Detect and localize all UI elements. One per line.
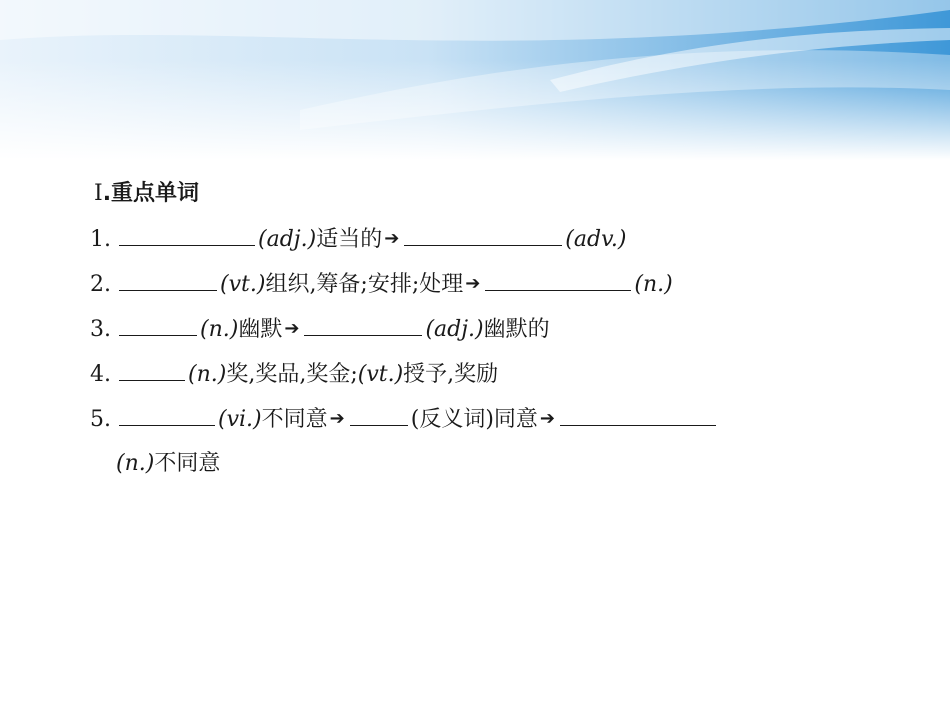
answer-blank[interactable] bbox=[119, 403, 215, 426]
right-arrow-icon: ➔ bbox=[284, 318, 300, 339]
item-number: 1. bbox=[90, 227, 111, 252]
meaning-text: 不同意 bbox=[154, 451, 221, 476]
antonym-label: (反义词) bbox=[410, 407, 494, 432]
meaning-text: 同意 bbox=[493, 407, 538, 432]
part-of-speech: (n.) bbox=[634, 272, 673, 297]
answer-blank[interactable] bbox=[485, 268, 631, 291]
vocab-item-5-continuation bbox=[116, 446, 220, 480]
answer-blank[interactable] bbox=[119, 223, 255, 246]
part-of-speech: (vt.) bbox=[220, 272, 266, 297]
part-of-speech: (vt.) bbox=[357, 362, 404, 387]
answer-blank[interactable] bbox=[304, 313, 422, 336]
answer-blank[interactable] bbox=[119, 313, 197, 336]
meaning-text: 幽默的 bbox=[483, 317, 550, 342]
meaning-text: 适当的 bbox=[316, 227, 383, 252]
answer-blank[interactable] bbox=[560, 403, 716, 426]
vocab-item-5 bbox=[90, 402, 719, 436]
section-title: .重点单词 bbox=[102, 181, 200, 206]
vocab-item-4 bbox=[90, 357, 498, 391]
section-heading bbox=[94, 176, 199, 207]
meaning-text: 不同意 bbox=[261, 407, 328, 432]
item-number: 5. bbox=[90, 407, 111, 432]
item-number: 4. bbox=[90, 362, 111, 387]
vocab-item-2 bbox=[90, 267, 673, 301]
answer-blank[interactable] bbox=[119, 358, 185, 381]
part-of-speech: (adj.) bbox=[425, 317, 484, 342]
vocab-item-3 bbox=[90, 312, 550, 346]
section-numeral: Ⅰ bbox=[94, 181, 103, 206]
item-number: 3. bbox=[90, 317, 111, 342]
meaning-text: 组织,筹备;安排;处理 bbox=[265, 272, 464, 297]
part-of-speech: (adj.) bbox=[258, 227, 317, 252]
vocab-item-1 bbox=[90, 222, 626, 256]
item-number: 2. bbox=[90, 272, 111, 297]
part-of-speech: (n.) bbox=[188, 362, 227, 387]
part-of-speech: (vi.) bbox=[218, 407, 262, 432]
part-of-speech: (n.) bbox=[200, 317, 239, 342]
right-arrow-icon: ➔ bbox=[539, 408, 556, 429]
right-arrow-icon: ➔ bbox=[465, 273, 481, 294]
part-of-speech: (adv.) bbox=[565, 227, 627, 252]
right-arrow-icon: ➔ bbox=[329, 408, 345, 429]
meaning-text: 授予,奖励 bbox=[403, 362, 499, 387]
meaning-text: 幽默 bbox=[238, 317, 283, 342]
answer-blank[interactable] bbox=[350, 403, 408, 426]
part-of-speech: (n.) bbox=[116, 451, 155, 476]
answer-blank[interactable] bbox=[404, 223, 562, 246]
right-arrow-icon: ➔ bbox=[384, 228, 400, 249]
answer-blank[interactable] bbox=[119, 268, 217, 291]
meaning-text: 奖,奖品,奖金; bbox=[226, 362, 358, 387]
